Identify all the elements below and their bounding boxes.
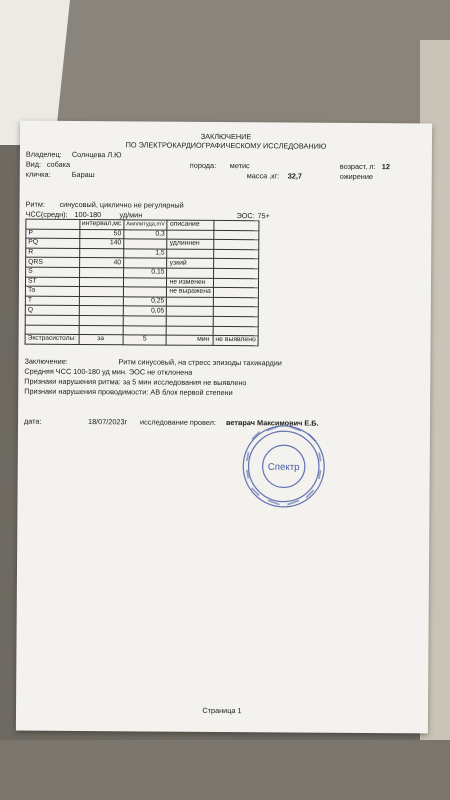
breed-value: метис <box>229 161 250 171</box>
table-cell <box>79 277 123 287</box>
clinic-stamp <box>239 422 328 511</box>
weight-label: масса ,кг: <box>246 171 280 181</box>
conclusion-line-3: Признаки нарушения ритма: за 5 мин исследования не выявлено <box>24 376 247 388</box>
ecg-table <box>25 219 260 346</box>
breed-label: порода: <box>189 160 217 170</box>
age-value: 12 <box>381 162 390 172</box>
table-cell <box>25 315 79 325</box>
examined-by-label: исследование провел: <box>140 417 216 427</box>
extrasystole-result: не выявлено <box>213 336 258 346</box>
conclusion-line-4: Признаки нарушения проводимости: АВ блок первой степени <box>24 386 233 398</box>
table-cell <box>213 249 258 259</box>
table-cell <box>79 296 123 306</box>
table-cell <box>123 277 167 287</box>
extrasystole-minutes: 5 <box>123 335 167 345</box>
name-value: Бараш <box>71 169 95 180</box>
document-page <box>16 121 432 734</box>
table-cell: 40 <box>79 258 123 268</box>
extrasystole-label: Экстрасистолы: <box>25 334 79 344</box>
table-cell <box>124 239 168 249</box>
owner-label: Владелец: <box>25 149 62 159</box>
table-cell <box>213 297 258 307</box>
table-cell <box>213 316 258 326</box>
table-cell <box>79 315 123 325</box>
table-cell <box>79 287 123 297</box>
name-label: кличка: <box>25 169 51 179</box>
table-cell: 1,5 <box>124 249 168 259</box>
owner-value: Солнцева Л.Ю <box>71 149 122 160</box>
table-cell <box>167 326 213 336</box>
table-cell <box>213 307 258 317</box>
extrasystole-za: за <box>79 335 123 345</box>
extrasystole-min: мин <box>167 335 213 345</box>
age-label: возраст, л: <box>339 161 376 172</box>
table-cell: 140 <box>79 239 123 249</box>
table-cell: 0,15 <box>123 268 167 278</box>
conclusion-line-1: Ритм синусовый, на стресс эпизоды тахикардии <box>118 357 282 368</box>
table-cell <box>167 249 213 259</box>
date-label: дата: <box>24 416 42 426</box>
table-cell: не изменен <box>167 278 213 288</box>
species-label: Вид: <box>25 159 42 169</box>
table-cell: 0,3 <box>124 229 168 239</box>
title-line-1: ЗАКЛЮЧЕНИЕ <box>200 131 252 142</box>
table-cell: 0,05 <box>123 306 167 316</box>
table-cell <box>123 325 167 335</box>
table-header: описание <box>167 220 213 230</box>
table-cell: 50 <box>79 229 123 239</box>
conclusion-line-2: Средняя ЧСС 100-180 уд мин. ЭОС не отклонена <box>24 366 193 377</box>
table-cell: S <box>26 267 80 277</box>
table-cell: R <box>26 248 80 258</box>
table-cell: удлиннен <box>167 239 213 249</box>
table-cell <box>79 325 123 335</box>
conclusion-label: Заключение: <box>24 356 68 366</box>
table-header <box>214 220 259 230</box>
table-cell <box>167 297 213 307</box>
table-header: Амплитуда,mV <box>124 220 168 230</box>
table-header <box>26 219 80 229</box>
eos-label: ЭОС: <box>236 211 255 221</box>
table-cell <box>123 287 167 297</box>
table-cell <box>214 240 259 250</box>
hr-value: 100-180 <box>74 209 102 220</box>
weight-value: 32,7 <box>287 171 302 181</box>
table-cell <box>167 306 213 316</box>
table-cell: 0,25 <box>123 297 167 307</box>
table-cell: узкий <box>167 258 213 268</box>
title-line-2: ПО ЭЛЕКТРОКАРДИОГРАФИЧЕСКОМУ ИССЛЕДОВАНИЮ <box>125 140 327 151</box>
rhythm-value: синусовый, циклично не регулярный <box>59 199 184 210</box>
table-cell <box>167 230 213 240</box>
extrasystole-row <box>25 334 258 345</box>
table-cell <box>79 267 123 277</box>
table-cell: Ta <box>25 286 79 296</box>
table-cell <box>213 326 258 336</box>
table-header: интервал,мс <box>79 219 123 229</box>
table-cell: P <box>26 229 80 239</box>
background-bottom <box>0 740 450 800</box>
table-cell <box>124 258 168 268</box>
table-cell <box>213 259 258 269</box>
table-cell: ST <box>25 277 79 287</box>
table-cell <box>123 316 167 326</box>
table-cell: T <box>25 296 79 306</box>
table-cell: Q <box>25 305 79 315</box>
table-cell <box>79 248 123 258</box>
table-cell <box>213 288 258 298</box>
table-cell: не выражена <box>167 287 213 297</box>
hr-label: ЧСС(средн): <box>25 209 68 219</box>
date-value: 18/07/2023г <box>88 417 128 427</box>
page-number: Страница 1 <box>202 705 242 716</box>
table-cell <box>25 325 79 335</box>
eos-value: 75+ <box>257 211 270 221</box>
species-value: собака <box>46 159 71 169</box>
doctor-name: ветврач Максимович Е.Б. <box>225 418 319 428</box>
stamp-text: Спектр <box>267 461 300 474</box>
hr-unit: уд/мин <box>119 210 143 220</box>
obesity-label: ожирение <box>339 171 374 182</box>
table-cell <box>213 268 258 278</box>
table-cell: PQ <box>26 238 80 248</box>
table-cell <box>213 278 258 288</box>
table-cell <box>167 316 213 326</box>
table-cell <box>79 306 123 316</box>
table-cell: QRS <box>26 257 80 267</box>
table-cell <box>167 268 213 278</box>
table-cell <box>214 230 259 240</box>
rhythm-label: Ритм: <box>25 199 45 209</box>
